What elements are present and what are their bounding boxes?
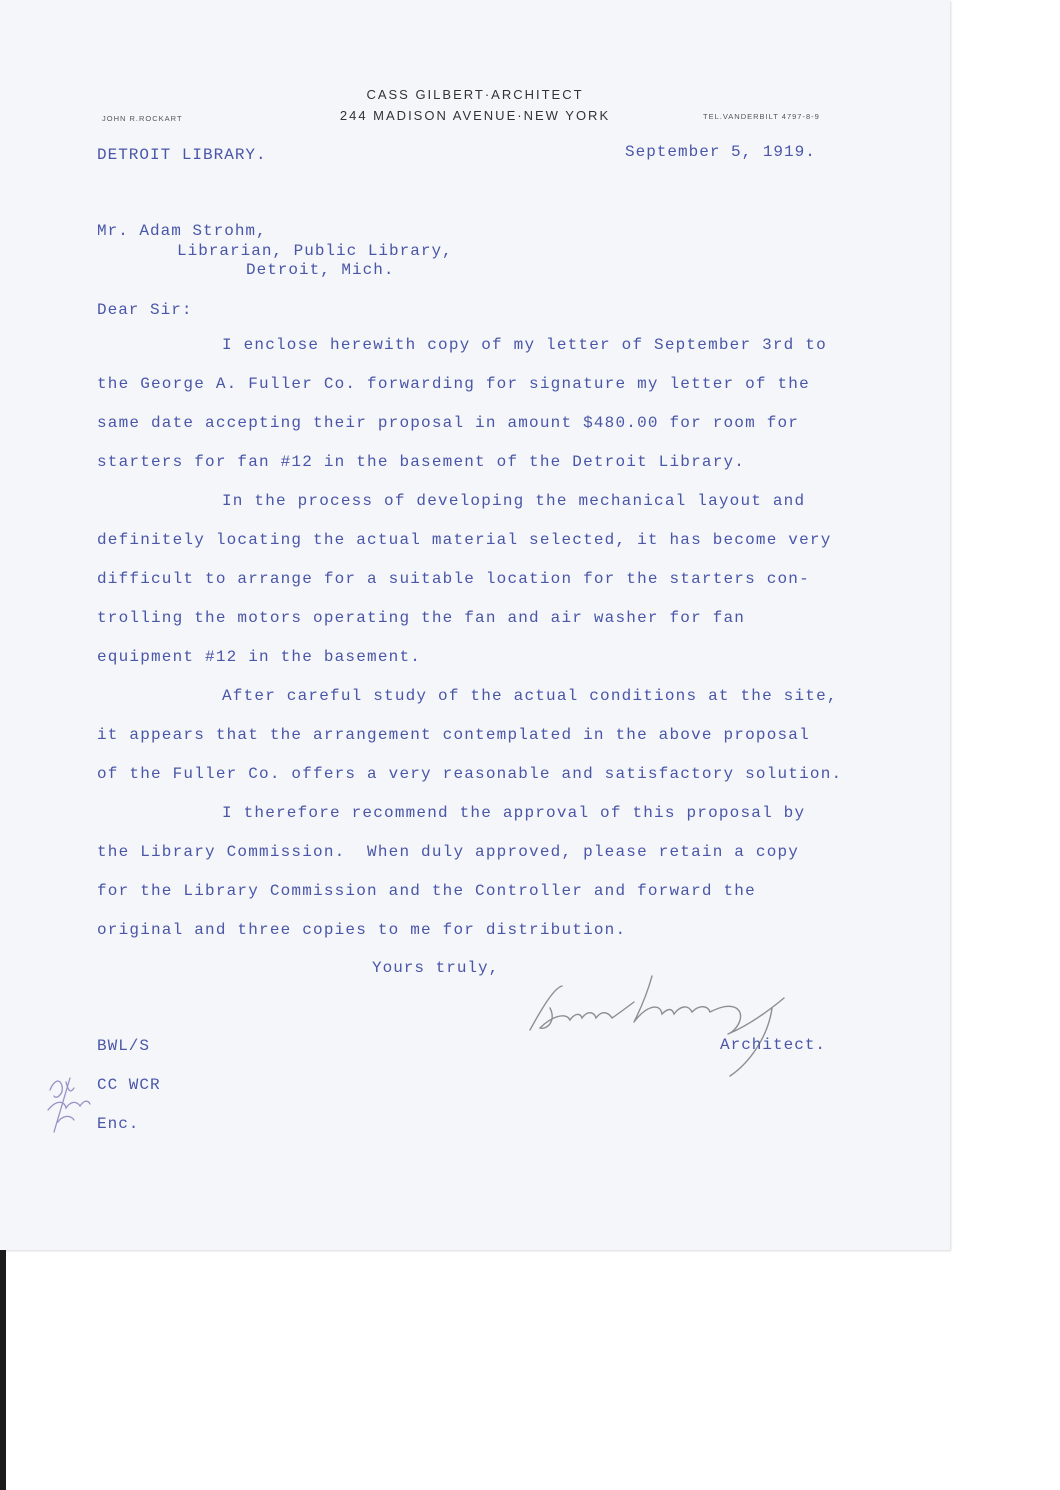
letter-date: September 5, 1919. <box>625 143 816 161</box>
body-line: equipment #12 in the basement. <box>97 648 422 666</box>
carbon-copy-line: CC WCR <box>97 1076 161 1094</box>
salutation: Dear Sir: <box>97 301 193 319</box>
letterhead-address: 244 MADISON AVENUE·NEW YORK <box>339 108 611 123</box>
body-line: definitely locating the actual material selected, it has become very <box>97 531 832 549</box>
handwritten-signature <box>522 968 812 1078</box>
body-line: it appears that the arrangement contemplated in the above proposal <box>97 726 810 744</box>
body-line: In the process of developing the mechanical layout and <box>222 492 806 510</box>
enclosure-line: Enc. <box>97 1115 140 1133</box>
signature-title: Architect. <box>720 1036 827 1054</box>
letterhead-firm: CASS GILBERT·ARCHITECT <box>366 87 584 102</box>
body-line: original and three copies to me for distribution. <box>97 921 627 939</box>
recipient-line-3: Detroit, Mich. <box>246 261 395 279</box>
scan-edge <box>0 1250 6 1490</box>
subject-line: DETROIT LIBRARY. <box>97 146 267 164</box>
body-line: starters for fan #12 in the basement of the Detroit Library. <box>97 453 746 471</box>
body-line: trolling the motors operating the fan and air washer for fan <box>97 609 746 627</box>
body-line: for the Library Commission and the Controller and forward the <box>97 882 756 900</box>
typist-initials: BWL/S <box>97 1037 151 1055</box>
body-line: same date accepting their proposal in amount $480.00 for room for <box>97 414 800 432</box>
handwritten-initials-mark <box>40 1070 100 1140</box>
letterhead-left-name: JOHN R.ROCKART <box>102 114 183 123</box>
letterhead-telephone: TEL.VANDERBILT 4797-8-9 <box>703 112 820 121</box>
body-line: After careful study of the actual conditions at the site, <box>222 687 838 705</box>
body-line: the Library Commission. When duly approved, please retain a copy <box>97 843 800 861</box>
body-line: difficult to arrange for a suitable location for the starters con- <box>97 570 810 588</box>
closing: Yours truly, <box>372 959 500 977</box>
recipient-line-2: Librarian, Public Library, <box>177 242 453 260</box>
body-line: of the Fuller Co. offers a very reasonable and satisfactory solution. <box>97 765 843 783</box>
body-line: I enclose herewith copy of my letter of September 3rd to <box>222 336 827 354</box>
recipient-line-1: Mr. Adam Strohm, <box>97 222 267 240</box>
body-line: I therefore recommend the approval of this proposal by <box>222 804 806 822</box>
body-line: the George A. Fuller Co. forwarding for signature my letter of the <box>97 375 810 393</box>
